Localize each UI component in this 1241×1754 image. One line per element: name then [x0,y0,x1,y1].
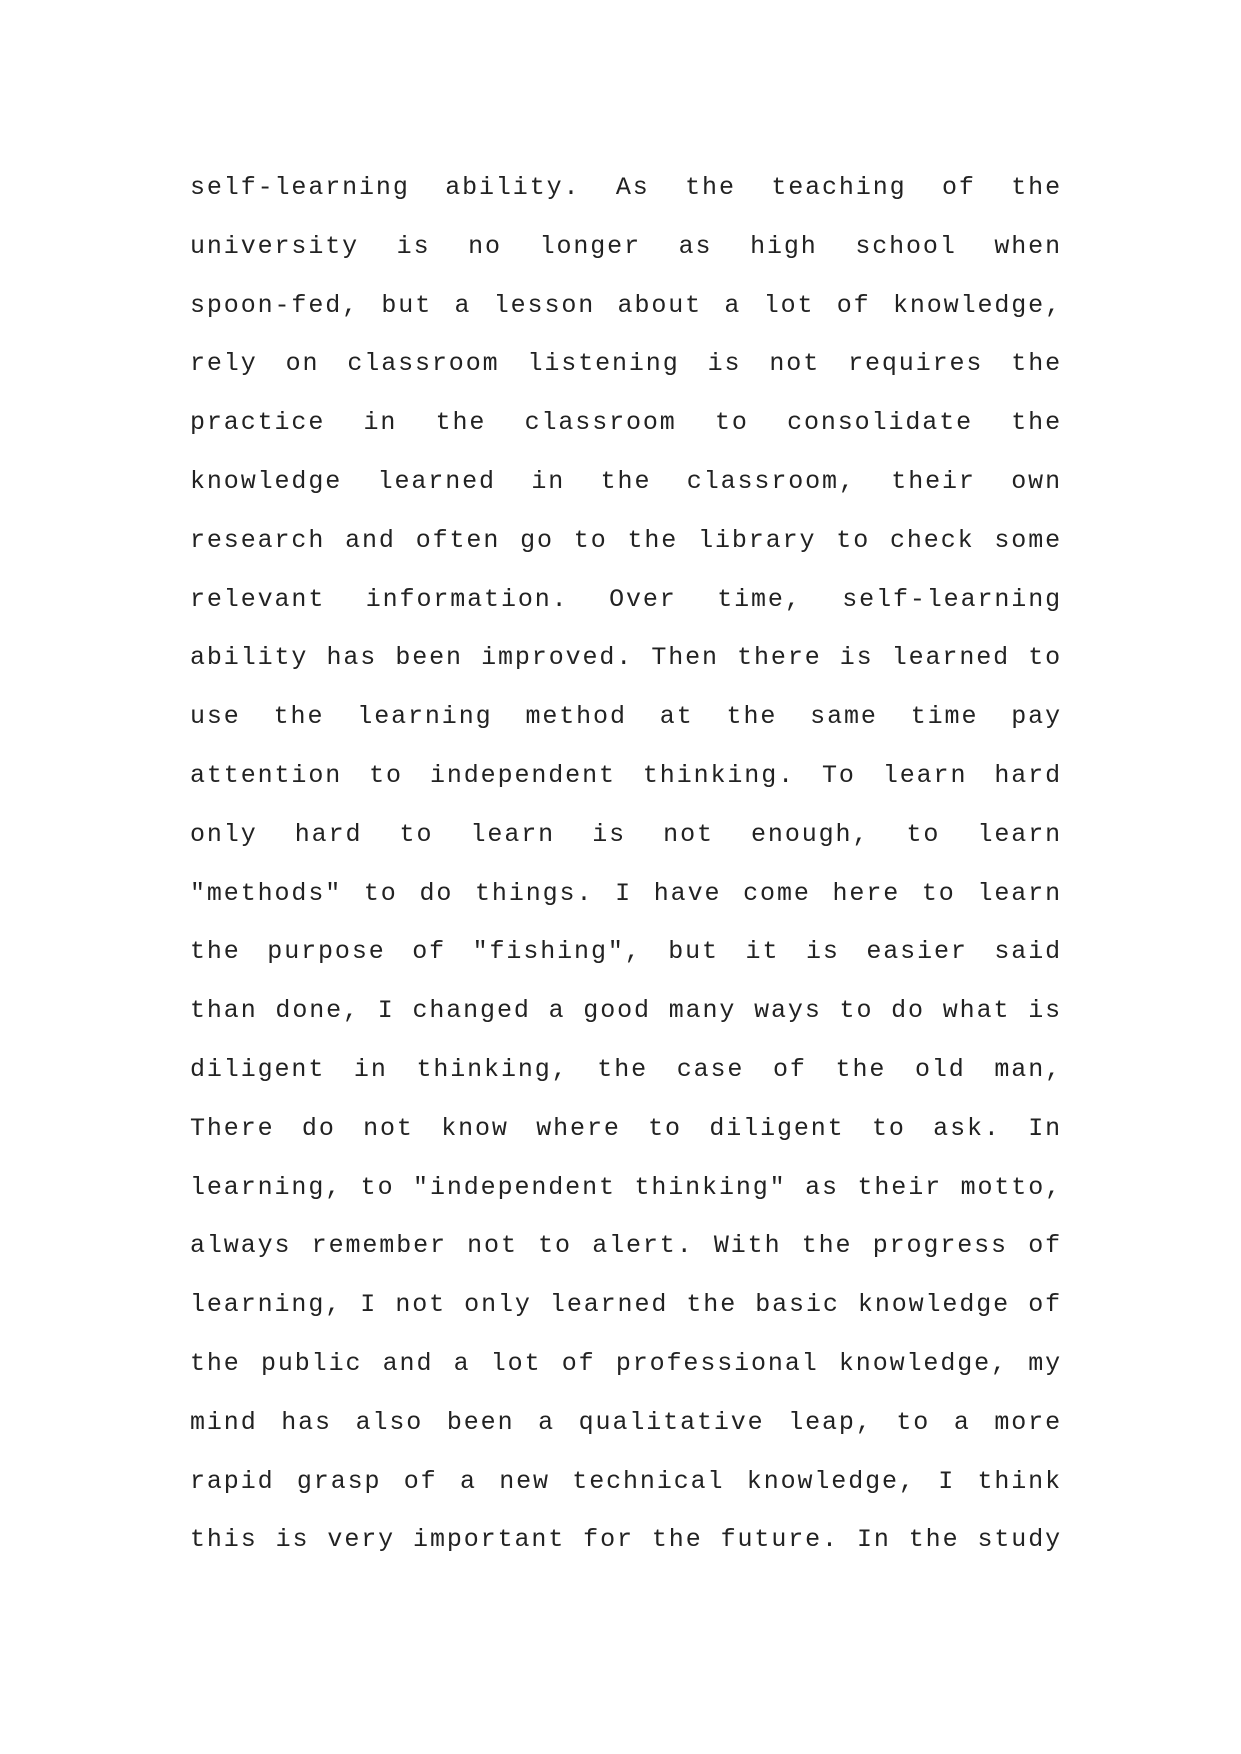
text-line: diligent in thinking, the case of the old man, [190,1054,1062,1084]
text-line: There do not know where to diligent to ask. In [190,1113,1062,1143]
text-line: this is very important for the future. In the study [190,1525,1062,1555]
text-line: rely on classroom listening is not requires the [190,349,1062,379]
text-line: spoon-fed, but a lesson about a lot of knowledge, [190,290,1062,320]
text-line: rapid grasp of a new technical knowledge, I think [190,1466,1062,1496]
document-body [190,164,1062,1575]
text-line: self-learning ability. As the teaching of the [190,173,1062,202]
text-line: knowledge learned in the classroom, their own [190,466,1062,496]
text-line: university is no longer as high school when [190,231,1062,261]
text-line: only hard to learn is not enough, to learn [190,819,1062,849]
text-line: practice in the classroom to consolidate the [190,408,1062,438]
text-line: "methods" to do things. I have come here to learn [190,878,1062,908]
text-line: research and often go to the library to check some [190,525,1062,555]
text-line: ability has been improved. Then there is learned to [190,643,1062,673]
text-line: than done, I changed a good many ways to do what is [190,996,1062,1026]
text-line: learning, I not only learned the basic knowledge of [190,1290,1062,1320]
text-line: attention to independent thinking. To learn hard [190,760,1062,790]
text-line: mind has also been a qualitative leap, to a more [190,1407,1062,1437]
text-line: use the learning method at the same time pay [190,702,1062,732]
text-line: learning, to "independent thinking" as their motto, [190,1172,1062,1202]
text-line: relevant information. Over time, self-learning [190,584,1062,614]
text-line: the purpose of "fishing", but it is easier said [190,937,1062,967]
text-line: always remember not to alert. With the progress of [190,1231,1062,1261]
text-line: the public and a lot of professional knowledge, my [190,1348,1062,1378]
